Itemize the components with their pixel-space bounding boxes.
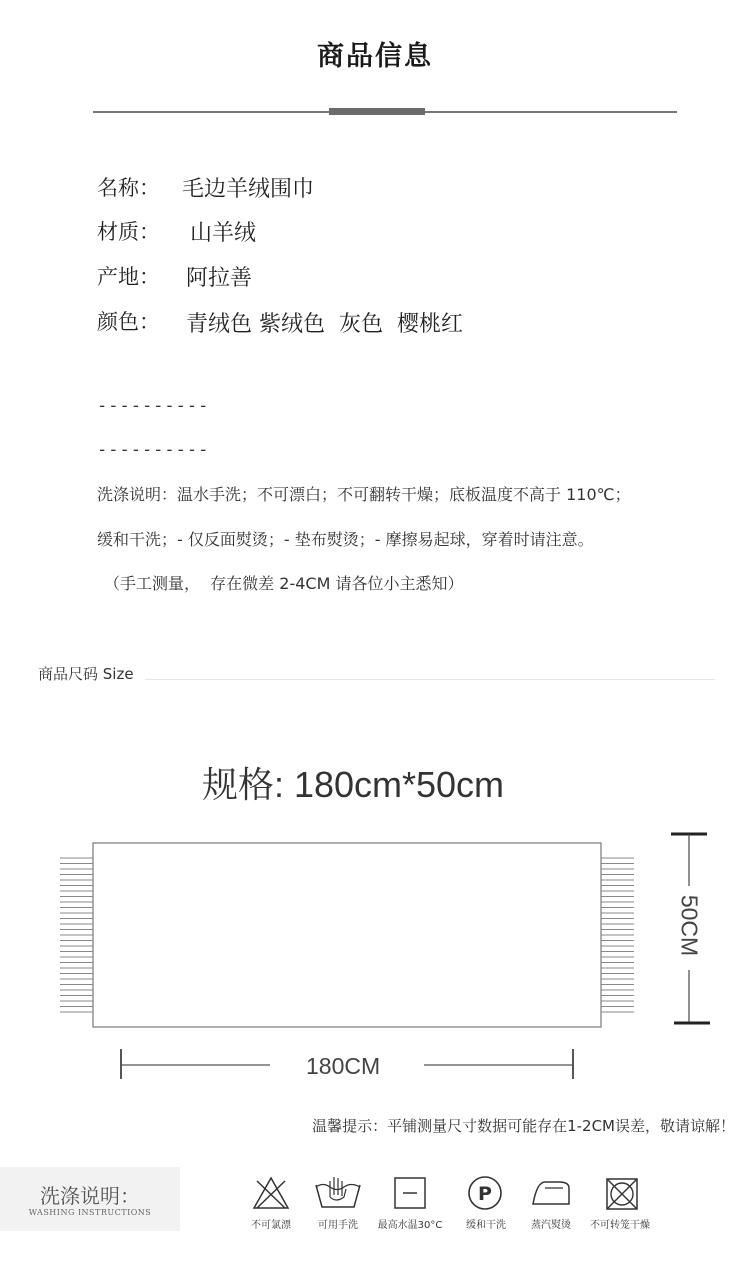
measurement-tip: 温馨提示：平铺测量尺寸数据可能存在1-2CM误差，敬请谅解！	[312, 1117, 735, 1135]
title-divider-accent	[329, 108, 425, 115]
no-tumble-dry-label: 不可转笼干燥	[590, 1220, 650, 1231]
scarf-body	[93, 843, 601, 1027]
origin-label: 产地：	[97, 265, 160, 289]
material-label: 材质：	[97, 220, 160, 244]
dash-divider: ----------	[97, 440, 210, 460]
size-heading-rule	[145, 679, 715, 680]
color-value: 青绒色 紫绒色 灰色 樱桃红	[186, 312, 463, 337]
name-label: 名称：	[97, 176, 160, 200]
max-temp-label: 最高水温30°C	[377, 1220, 443, 1231]
dash-divider: ----------	[97, 396, 210, 416]
washing-title: 洗涤说明：	[40, 1184, 140, 1208]
page-title: 商品信息	[317, 41, 433, 72]
scarf-diagram	[0, 820, 750, 1090]
no-tumble-dry-icon	[605, 1177, 639, 1211]
color-label: 颜色：	[97, 310, 160, 334]
hand-wash-label: 可用手洗	[318, 1220, 358, 1231]
name-value: 毛边羊绒围巾	[182, 177, 315, 202]
width-label: 180CM	[306, 1053, 381, 1079]
origin-value: 阿拉善	[186, 266, 253, 291]
spec-text: 规格: 180cm*50cm	[201, 764, 505, 805]
no-bleach-icon	[251, 1175, 291, 1211]
fringe-left	[60, 858, 93, 1012]
svg-text:P: P	[478, 1183, 492, 1205]
washing-subtitle: WASHING INSTRUCTIONS	[28, 1208, 152, 1217]
care-line: 洗涤说明：温水手洗；不可漂白；不可翻转干燥；底板温度不高于 110℃；	[97, 485, 631, 504]
care-note: （手工测量， 存在微差 2-4CM 请各位小主悉知）	[104, 574, 464, 593]
dry-clean-icon	[466, 1175, 504, 1211]
dry-clean-label: 缓和干洗	[466, 1220, 506, 1231]
steam-iron-label: 蒸汽熨烫	[531, 1220, 571, 1231]
steam-iron-icon	[529, 1178, 573, 1208]
size-heading: 商品尺码 Size	[38, 665, 134, 683]
no-bleach-label: 不可氯漂	[251, 1220, 291, 1231]
hand-wash-icon	[314, 1173, 362, 1211]
height-label: 50CM	[676, 894, 703, 957]
care-line: 缓和干洗；- 仅反面熨烫；- 垫布熨烫；- 摩擦易起球，穿着时请注意。	[97, 530, 594, 549]
material-value: 山羊绒	[190, 221, 257, 246]
max-temp-icon	[393, 1176, 427, 1210]
fringe-right	[601, 858, 634, 1012]
